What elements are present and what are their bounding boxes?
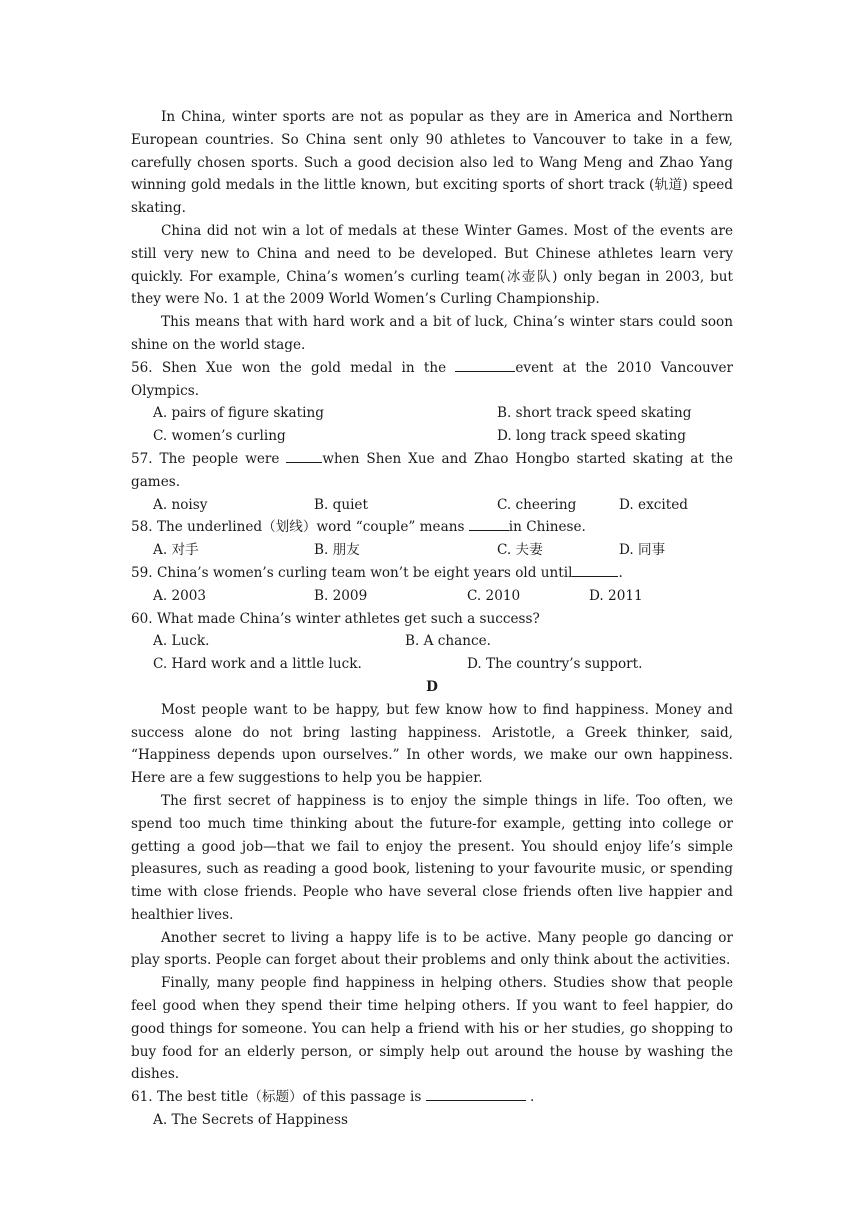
- option-a: A. noisy: [153, 496, 208, 513]
- options-60b: [131, 653, 733, 676]
- question-text: when Shen Xue and Zhao Hongbo started skating at the games.: [131, 450, 733, 490]
- options-60: [131, 630, 733, 653]
- passage-paragraph: China did not win a lot of medals at these Winter Games. Most of the events are still very new to China and need to be developed. But Chinese athletes learn very quickly. For example, China’s women’s curling team(冰壶队) only began in 2003, but they were No. 1 at the 2009 World Women’s Curling Championship.: [131, 222, 733, 308]
- question-59: [131, 562, 733, 585]
- question-57: [131, 448, 733, 494]
- question-text: event at the 2010 Vancouver Olympics.: [131, 359, 733, 399]
- options-61: [131, 1109, 733, 1132]
- question-61: [131, 1086, 733, 1109]
- option-c: C. cheering: [497, 496, 577, 513]
- option-c: C. 2010: [467, 587, 521, 604]
- option-d: D. excited: [619, 496, 688, 513]
- passage-paragraph: Most people want to be happy, but few know how to find happiness. Money and success alone do not bring lasting happiness. Aristotle, a Greek thinker, said, “Happiness depends upon ourselves.” In other words, we make our own happiness. Here are a few suggestions to help you be happier.: [131, 701, 733, 787]
- options-59: [131, 585, 733, 608]
- option-d: D. long track speed skating: [497, 428, 686, 445]
- question-text: .: [618, 564, 623, 581]
- question-text: 60. What made China’s winter athletes get such a success?: [131, 610, 540, 627]
- question-text: 56. Shen Xue won the gold medal in the: [131, 359, 456, 376]
- question-60: [131, 608, 733, 631]
- question-text: .: [525, 1089, 535, 1106]
- answer-blank: [455, 357, 515, 372]
- option-c: C. Hard work and a little luck.: [153, 656, 362, 673]
- answer-blank: [286, 448, 322, 463]
- option-b: B. 2009: [314, 587, 368, 604]
- option-c: C. 夫妻: [497, 542, 543, 559]
- passage-paragraph: In China, winter sports are not as popular as they are in America and Northern European countries. So China sent only 90 athletes to Vancouver to take in a few, carefully chosen sports. Such a good decision also led to Wang Meng and Zhao Yang winning gold medals in the little known, but exciting sports of short track (轨道) speed skating.: [131, 109, 733, 217]
- option-b: B. short track speed skating: [497, 405, 692, 422]
- answer-blank: [426, 1086, 526, 1101]
- option-b: B. A chance.: [405, 633, 491, 650]
- option-d: D. 同事: [619, 542, 666, 559]
- passage-paragraph: Finally, many people find happiness in helping others. Studies show that people feel good when they spend their time helping others. If you want to feel happier, do good things for someone. You can help a friend with his or her studies, go shopping to buy food for an elderly person, or simply help out around the house by washing the dishes.: [131, 975, 733, 1083]
- option-b: B. 朋友: [314, 542, 360, 559]
- options-57: [131, 494, 733, 517]
- question-text: 57. The people were: [131, 450, 287, 467]
- option-d: D. 2011: [589, 587, 643, 604]
- options-56: [131, 402, 733, 425]
- passage-paragraph: The first secret of happiness is to enjoy the simple things in life. Too often, we spend too much time thinking about the future-for example, getting into college or getting a good job—that we fail to enjoy the present. You should enjoy life’s simple pleasures, such as reading a good book, listening to your favourite music, or spending time with close friends. People who have several close friends often live happier and healthier lives.: [131, 792, 733, 923]
- passage-paragraph: Another secret to living a happy life is to be active. Many people go dancing or play sports. People can forget about their problems and only think about the activities.: [131, 929, 733, 969]
- option-c: C. women’s curling: [153, 428, 286, 445]
- question-text: 59. China’s women’s curling team won’t be eight years old until: [131, 564, 573, 581]
- question-56: [131, 357, 733, 403]
- answer-blank: [572, 562, 618, 577]
- question-text: 61. The best title（标题）of this passage is: [131, 1089, 426, 1106]
- option-a: A. 对手: [153, 542, 199, 559]
- question-text: in Chinese.: [508, 519, 586, 536]
- passage-paragraph: This means that with hard work and a bit of luck, China’s winter stars could soon shine on the world stage.: [131, 314, 733, 353]
- option-d: D. The country’s support.: [467, 656, 643, 673]
- section-heading: D: [426, 678, 438, 695]
- option-a: A. The Secrets of Happiness: [153, 1112, 348, 1129]
- options-58: [131, 539, 733, 562]
- question-text: 58. The underlined（划线）word “couple” means: [131, 519, 469, 536]
- option-b: B. quiet: [314, 496, 368, 513]
- option-a: A. 2003: [153, 587, 207, 604]
- option-a: A. pairs of figure skating: [153, 405, 324, 422]
- options-56b: [131, 425, 733, 448]
- answer-blank: [469, 516, 509, 531]
- option-a: A. Luck.: [153, 633, 210, 650]
- question-58: [131, 516, 733, 539]
